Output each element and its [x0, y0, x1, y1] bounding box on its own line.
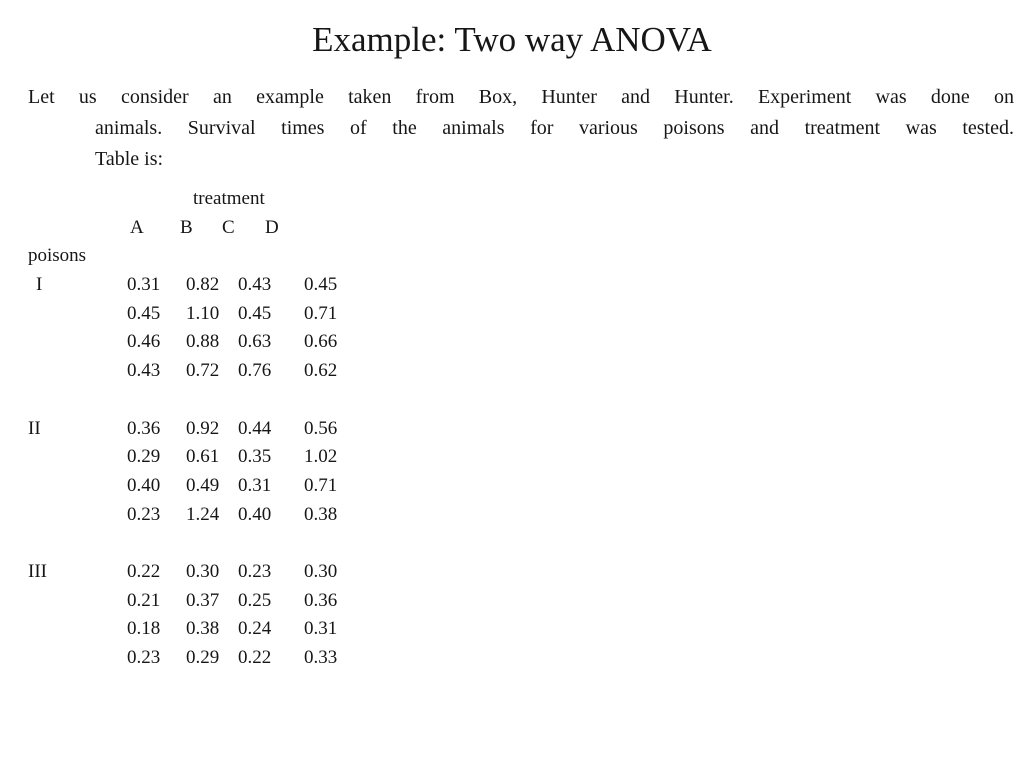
table-cell: 0.18: [127, 618, 161, 640]
table-row: [28, 644, 458, 673]
table-cell: 0.29: [186, 647, 220, 668]
poison-group-label: III: [28, 560, 47, 582]
poisons-label: poisons: [28, 245, 87, 267]
table-cell: 0.35: [238, 446, 272, 468]
table-cell: 0.23: [238, 560, 272, 582]
row-label-header: [28, 242, 458, 271]
table-cell: 0.49: [186, 474, 220, 496]
table-row: [28, 300, 458, 329]
table-cell: 0.36: [127, 417, 161, 439]
treatment-header-label: treatment: [193, 188, 265, 209]
table-cell: 0.37: [186, 589, 220, 611]
table-row: [28, 501, 458, 530]
table-cell: 0.29: [127, 446, 161, 468]
table-super-header: [28, 185, 458, 214]
table-cell: 0.33: [304, 647, 338, 668]
table-cell: 0.63: [238, 331, 272, 353]
table-cell: 0.40: [238, 503, 272, 525]
paragraph-line: Let us consider an example taken from Box, Hunter and Hunter. Experiment was done on: [28, 86, 1014, 108]
table-cell: 0.31: [238, 474, 272, 496]
spacer-row: [28, 529, 458, 558]
table-cell: 0.38: [186, 618, 220, 640]
table-cell: 0.40: [127, 474, 161, 496]
table-cell: 0.92: [186, 417, 220, 439]
table-row: [28, 443, 458, 472]
poison-group-label: II: [28, 417, 41, 439]
table-cell: 0.61: [186, 446, 220, 468]
table-cell: 0.71: [304, 474, 338, 496]
table-cell: 0.45: [238, 302, 272, 324]
column-header-d: D: [265, 216, 279, 238]
table-cell: 0.30: [304, 560, 338, 582]
table-cell: 0.36: [304, 589, 338, 611]
table-cell: 0.88: [186, 331, 220, 353]
table-cell: 0.56: [304, 417, 338, 439]
table-row: [28, 328, 458, 357]
table-cell: 0.76: [238, 360, 272, 382]
table-row: [28, 357, 458, 386]
table-cell: 0.44: [238, 417, 272, 439]
table-cell: 0.72: [186, 360, 220, 382]
column-header-c: C: [222, 216, 235, 238]
table-column-headers: [28, 214, 458, 243]
table-row: [28, 415, 458, 444]
table-cell: 0.30: [186, 560, 220, 582]
table-cell: 0.31: [127, 274, 161, 296]
table-cell: 0.46: [127, 331, 161, 353]
table-cell: 0.25: [238, 589, 272, 611]
poison-group-label: I: [36, 274, 43, 296]
table-cell: 0.45: [304, 274, 338, 296]
survival-times-table: [28, 185, 458, 673]
table-row: [28, 587, 458, 616]
paragraph-line: Table is:: [95, 148, 164, 170]
table-cell: 0.22: [127, 560, 161, 582]
spacer-row: [28, 386, 458, 415]
column-header-a: A: [130, 216, 144, 238]
column-header-b: B: [180, 216, 193, 238]
table-cell: 0.23: [127, 503, 161, 525]
table-cell: 0.21: [127, 589, 161, 611]
table-row: [28, 558, 458, 587]
table-cell: 0.38: [304, 503, 338, 525]
table-cell: 0.82: [186, 274, 220, 296]
table-cell: 0.43: [238, 274, 272, 296]
table-cell: 0.66: [304, 331, 338, 353]
table-cell: 0.23: [127, 647, 161, 668]
table-cell: 0.24: [238, 618, 272, 640]
table-cell: 0.43: [127, 360, 161, 382]
table-cell: 0.22: [238, 647, 272, 668]
table-cell: 0.71: [304, 302, 338, 324]
table-cell: 1.02: [304, 446, 338, 468]
table-row: [28, 472, 458, 501]
table-row: [28, 615, 458, 644]
paragraph-line: animals. Survival times of the animals for various poisons and treatment was tested.: [95, 117, 1014, 139]
slide-title: Example: Two way ANOVA: [312, 20, 712, 59]
table-cell: 0.45: [127, 302, 161, 324]
table-cell: 0.62: [304, 360, 338, 382]
table-cell: 1.24: [186, 503, 220, 525]
table-row: [28, 271, 458, 300]
body-paragraph: [28, 82, 1014, 175]
table-cell: 1.10: [186, 302, 220, 324]
table-cell: 0.31: [304, 618, 338, 640]
